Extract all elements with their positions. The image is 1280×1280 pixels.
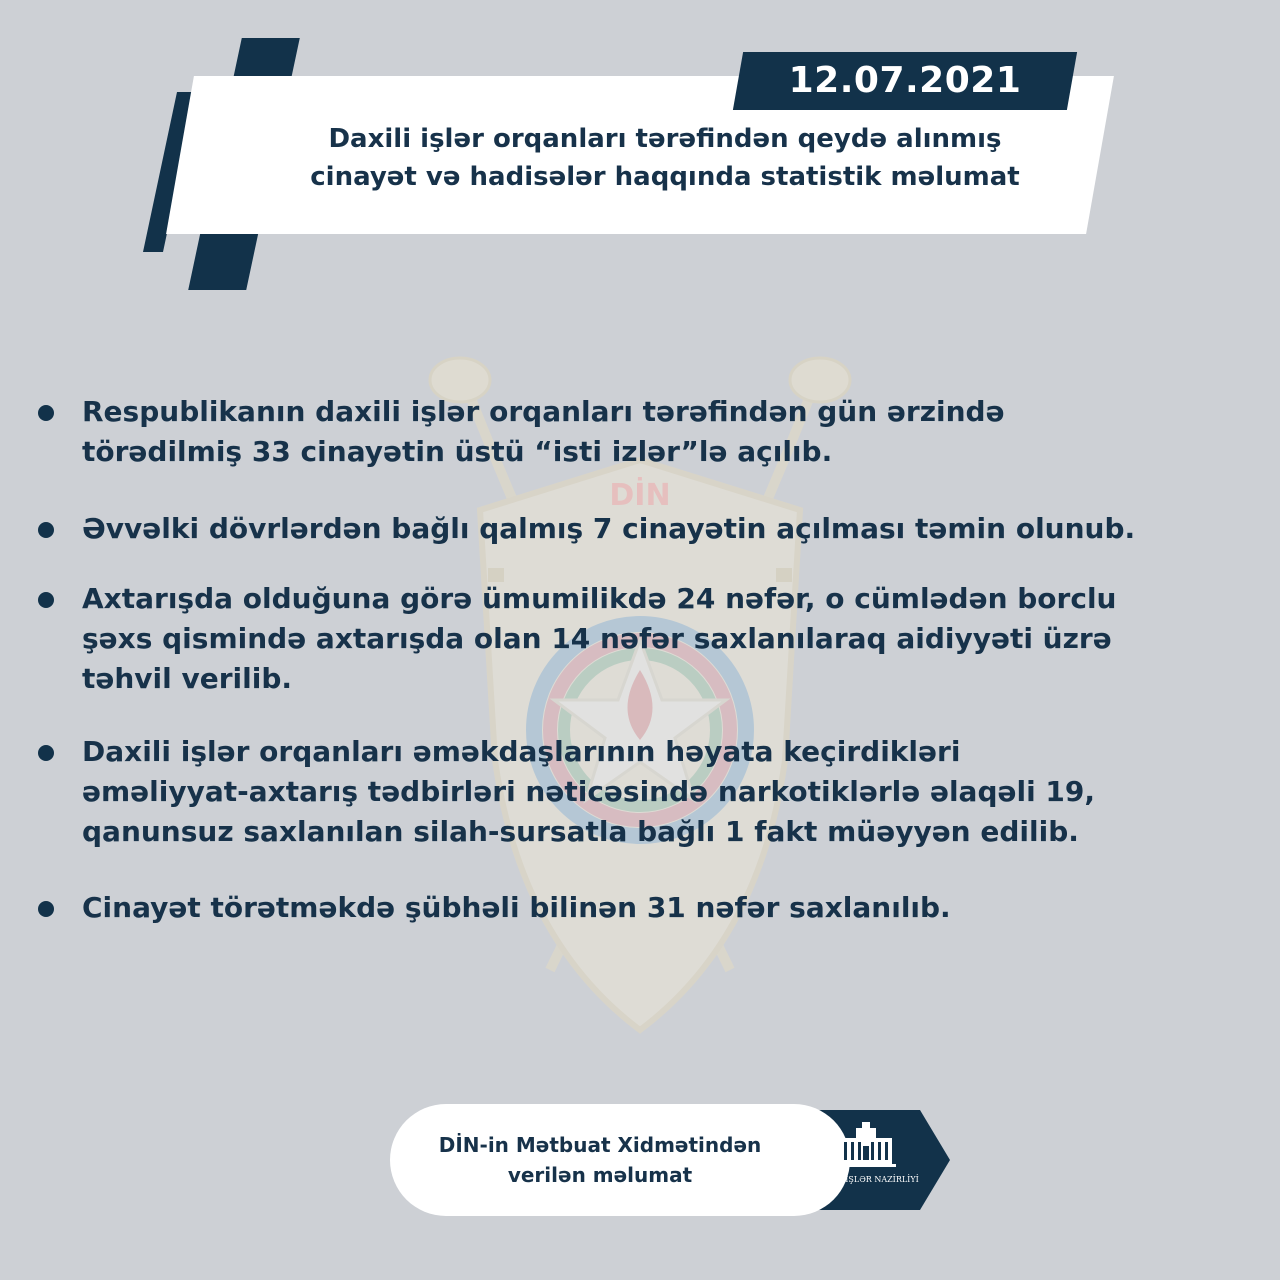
list-item [38,579,1258,699]
press-service-text [390,1130,810,1190]
press-line-1: DİN-in Mətbuat Xidmətindən [438,1133,762,1157]
title-line-2: cinayət və hadisələr haqqında statistik məlumat [310,162,1020,192]
statistics-list [38,392,1258,928]
list-item-line: şəxs qismində axtarışda olan 14 nəfər saxlanılaraq aidiyyəti üzrə [82,622,1112,655]
list-item-line: qanunsuz saxlanılan silah-sursatla bağlı 1 fakt müəyyən edilib. [82,815,1079,848]
list-item [38,888,1258,928]
list-item-line: təhvil verilib. [82,662,293,695]
list-item-line: Əvvəlki dövrlərdən bağlı qalmış 7 cinayətin açılması təmin olunub. [82,512,1136,545]
bullet-dot-icon [38,405,54,421]
title-line-1: Daxili işlər orqanları tərəfindən qeydə alınmış [328,124,1002,154]
bullet-dot-icon [38,522,54,538]
page-title [240,120,1090,196]
date-text: 12.07.2021 [788,60,1022,101]
ministry-building-icon [836,1120,896,1168]
list-item-line: əməliyyat-axtarış tədbirləri nəticəsində narkotiklərlə əlaqəli 19, [82,775,1096,808]
bullet-dot-icon [38,592,54,608]
list-item-line: Respublikanın daxili işlər orqanları tərəfindən gün ərzində [82,395,1005,428]
press-line-2: verilən məlumat [507,1163,693,1187]
bullet-dot-icon [38,901,54,917]
ministry-name: DAXİLİ İŞLƏR NAZİRLİYİ [813,1175,919,1184]
list-item [38,732,1258,852]
list-item-line: törədilmiş 33 cinayətin üstü “isti izlər”lə açılıb. [82,435,833,468]
list-item-line: Cinayət törətməkdə şübhəli bilinən 31 nəfər saxlanılıb. [82,891,951,924]
list-item-line: Axtarışda olduğuna görə ümumilikdə 24 nəfər, o cümlədən borclu [82,582,1117,615]
list-item-line: Daxili işlər orqanları əməkdaşlarının həyata keçirdikləri [82,735,961,768]
list-item [38,509,1258,549]
list-item [38,392,1258,472]
bullet-dot-icon [38,745,54,761]
emblem-label: DİN [609,478,671,513]
